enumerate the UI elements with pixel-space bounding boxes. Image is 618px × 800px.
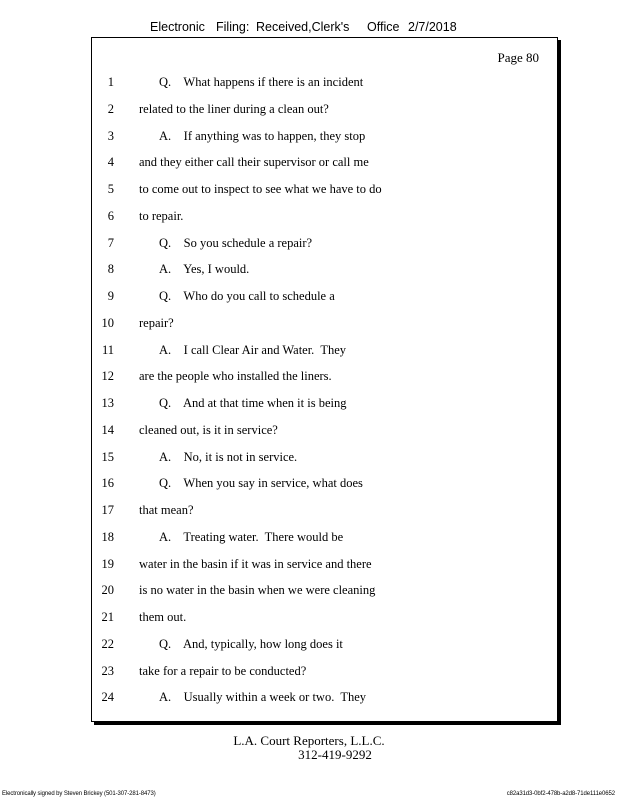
- transcript-page: [91, 37, 558, 722]
- line-text: them out.: [139, 610, 187, 624]
- line-text: to come out to inspect to see what we have to do: [139, 182, 382, 196]
- transcript-line: [92, 182, 557, 202]
- footer-company: L.A. Court Reporters, L.L.C.: [233, 733, 385, 748]
- footer-phone: 312-419-9292: [298, 747, 372, 762]
- transcript-line: [92, 289, 557, 309]
- transcript-line: [92, 369, 557, 389]
- line-text: water in the basin if it was in service and there: [139, 556, 372, 571]
- header-filing: Filing:: [216, 20, 250, 34]
- line-text: Q. So you schedule a repair?: [159, 235, 313, 250]
- transcript-line: [92, 450, 557, 470]
- transcript-line: [92, 236, 557, 256]
- transcript-line: [92, 343, 557, 363]
- line-text: A. If anything was to happen, they stop: [159, 128, 366, 143]
- line-text: A. Treating water. There would be: [159, 529, 344, 544]
- line-number: 11: [101, 342, 114, 357]
- line-number: 15: [101, 449, 114, 464]
- line-text: Q. When you say in service, what does: [159, 476, 363, 491]
- filing-header: [0, 20, 618, 36]
- line-number: 10: [101, 315, 114, 330]
- line-number: 2: [107, 101, 114, 116]
- line-text: take for a repair to be conducted?: [139, 663, 307, 678]
- signature-note: Electronically signed by Steven Brickey (501-307-281-8473): [2, 791, 156, 797]
- line-number: 14: [101, 422, 114, 437]
- line-number: 16: [101, 476, 114, 491]
- transcript-line: [92, 262, 557, 282]
- line-text: Q. And, typically, how long does it: [159, 636, 343, 651]
- line-number: 20: [101, 583, 114, 598]
- line-text: A. No, it is not in service.: [159, 449, 298, 464]
- line-number: 3: [107, 128, 114, 143]
- line-number: 12: [101, 369, 114, 384]
- line-number: 24: [101, 690, 114, 705]
- line-text: that mean?: [139, 503, 194, 517]
- transcript-line: [92, 316, 557, 336]
- transcript-line: [92, 396, 557, 416]
- transcript-line: [92, 423, 557, 443]
- line-text: related to the liner during a clean out?: [139, 101, 329, 116]
- line-text: Q. Who do you call to schedule a: [159, 289, 335, 303]
- header-electronic: Electronic: [150, 20, 205, 34]
- line-number: 6: [107, 208, 114, 223]
- line-text: Q. What happens if there is an incident: [159, 75, 364, 89]
- transcript-line: [92, 664, 557, 684]
- line-text: A. Usually within a week or two. They: [159, 690, 367, 705]
- line-number: 8: [107, 262, 114, 277]
- line-text: A. I call Clear Air and Water. They: [159, 342, 347, 357]
- line-number: 17: [101, 503, 114, 517]
- line-number: 23: [101, 663, 114, 678]
- line-text: to repair.: [139, 208, 184, 223]
- transcript-line: [92, 155, 557, 175]
- line-text: are the people who installed the liners.: [139, 369, 332, 384]
- transcript-line: [92, 690, 557, 710]
- line-number: 21: [101, 610, 114, 624]
- transcript-line: [92, 583, 557, 603]
- line-number: 1: [107, 75, 114, 89]
- transcript-line: [92, 476, 557, 496]
- line-text: and they either call their supervisor or call me: [139, 155, 369, 170]
- line-number: 19: [101, 556, 114, 571]
- transcript-line: [92, 637, 557, 657]
- transcript-line: [92, 557, 557, 577]
- header-office: Office: [367, 20, 400, 34]
- line-number: 13: [101, 396, 114, 410]
- header-date: 2/7/2018: [408, 20, 457, 34]
- transcript-line: [92, 129, 557, 149]
- transcript-line: [92, 209, 557, 229]
- transcript-line: [92, 75, 557, 95]
- line-text: is no water in the basin when we were cleaning: [139, 583, 376, 598]
- line-number: 22: [101, 636, 114, 651]
- transcript-line: [92, 503, 557, 523]
- line-text: repair?: [139, 315, 174, 330]
- line-text: Q. And at that time when it is being: [159, 396, 347, 410]
- transcript-line: [92, 610, 557, 630]
- transcript-line: [92, 102, 557, 122]
- transcript-line: [92, 530, 557, 550]
- line-number: 18: [101, 529, 114, 544]
- line-number: 5: [107, 182, 114, 196]
- line-number: 9: [107, 289, 114, 303]
- line-text: cleaned out, is it in service?: [139, 422, 278, 437]
- line-number: 7: [107, 235, 114, 250]
- page-number: Page 80: [497, 50, 539, 65]
- line-number: 4: [107, 155, 114, 170]
- line-text: A. Yes, I would.: [159, 262, 250, 277]
- header-received: Received,Clerk's: [256, 20, 350, 34]
- document-hash: c82a31d3-0bf2-478b-a2d8-71de111e0652: [506, 791, 615, 797]
